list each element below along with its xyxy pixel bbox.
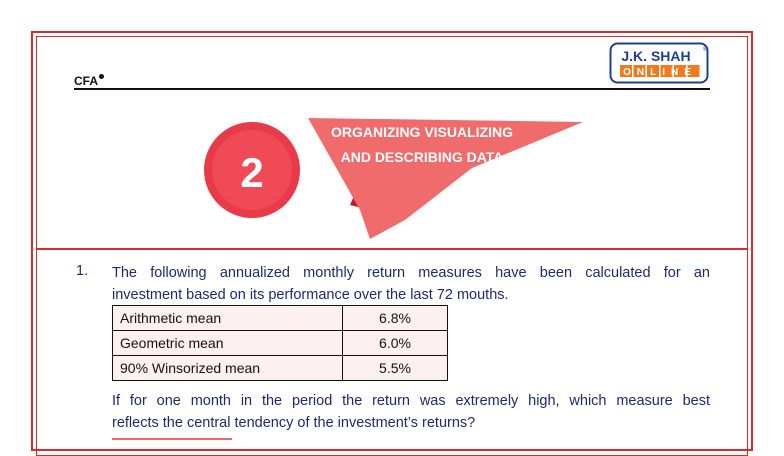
section-divider (36, 248, 748, 250)
question-prompt-line-2: reflects the central tendency of the investment’s returns? (112, 415, 476, 431)
measure-value: 5.5% (343, 356, 448, 381)
measures-table (112, 305, 448, 381)
cfa-dot-icon (99, 74, 104, 79)
header-rule (74, 88, 710, 90)
chapter-title-line2: AND DESCRIBING DATA (340, 149, 504, 165)
logo-registered-mark: ® (703, 47, 708, 53)
question-number: 1. (76, 263, 89, 279)
measure-value: 6.8% (343, 306, 448, 331)
question-intro (112, 262, 710, 306)
measure-name: Geometric mean (113, 331, 343, 356)
logo-online-text: ONLINE (623, 67, 697, 78)
question-prompt (112, 390, 710, 434)
header-label (74, 74, 104, 88)
chapter-banner (190, 100, 600, 245)
chapter-title-line1: ORGANIZING VISUALIZING (331, 124, 513, 140)
logo-brand-text: J.K. SHAH (621, 48, 691, 64)
measure-name: Arithmetic mean (113, 306, 343, 331)
table-row (113, 306, 448, 331)
question-prompt-line-1: If for one month in the period the return was extremely high, which measure best (112, 393, 710, 409)
answer-cutoff-fragment (112, 433, 232, 441)
table-row (113, 356, 448, 381)
measure-value: 6.0% (343, 331, 448, 356)
question-intro-line-2: investment based on its performance over the last 72 mouths. (112, 287, 509, 303)
table-row (113, 331, 448, 356)
cfa-text: CFA (74, 74, 98, 88)
chapter-number: 2 (240, 149, 264, 196)
jk-shah-online-logo (609, 42, 709, 84)
question-intro-line-1: The following annualized monthly return measures have been calculated for an (112, 265, 710, 281)
measure-name: 90% Winsorized mean (113, 356, 343, 381)
